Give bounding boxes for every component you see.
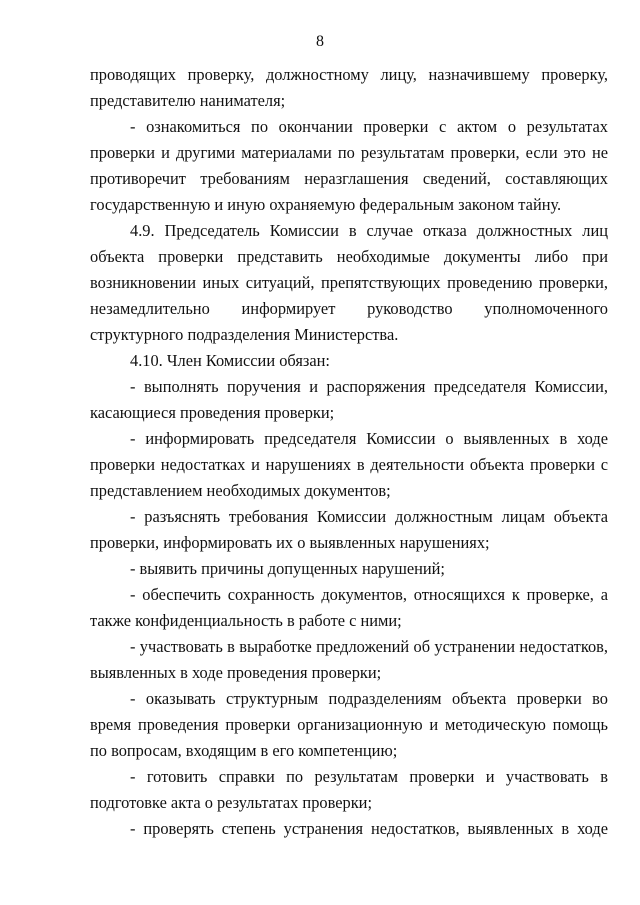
paragraph: - проверять степень устранения недостатков, выявленных в ходе bbox=[130, 819, 608, 838]
paragraph: - оказывать структурным подразделениям объекта проверки во время проведения проверки организационную и методическую помощь по вопросам, входящим в его компетенцию; bbox=[90, 689, 608, 760]
document-body bbox=[90, 62, 608, 842]
paragraph: - ознакомиться по окончании проверки с актом о результатах проверки и другими материалами по результатам проверки, если это не противоречит требованиям неразглашения сведений, составляющих государственную и иную охраняемую федеральным законом тайну. bbox=[90, 117, 608, 214]
paragraph: - обеспечить сохранность документов, относящихся к проверке, а также конфиденциальность в работе с ними; bbox=[90, 585, 608, 630]
page-number: 8 bbox=[316, 33, 324, 50]
paragraph: - выявить причины допущенных нарушений; bbox=[130, 559, 445, 578]
paragraph: - информировать председателя Комиссии о выявленных в ходе проверки недостатках и нарушениях в деятельности объекта проверки с представлением необходимых документов; bbox=[90, 429, 608, 500]
paragraph: проводящих проверку, должностному лицу, назначившему проверку, представителю нанимателя; bbox=[90, 65, 608, 110]
paragraph: 4.10. Член Комиссии обязан: bbox=[130, 351, 330, 370]
paragraph: - разъяснять требования Комиссии должностным лицам объекта проверки, информировать их о выявленных нарушениях; bbox=[90, 507, 608, 552]
paragraph: - выполнять поручения и распоряжения председателя Комиссии, касающиеся проведения проверки; bbox=[90, 377, 608, 422]
paragraph: 4.9. Председатель Комиссии в случае отказа должностных лиц объекта проверки представить необходимые документы либо при возникновении иных ситуаций, препятствующих проведению проверки, незамедлительно информирует руководство уполномоченного структурного подразделения Министерства. bbox=[90, 221, 608, 344]
paragraph: - готовить справки по результатам проверки и участвовать в подготовке акта о результатах проверки; bbox=[90, 767, 608, 812]
paragraph: - участвовать в выработке предложений об устранении недостатков, выявленных в ходе проведения проверки; bbox=[90, 637, 608, 682]
